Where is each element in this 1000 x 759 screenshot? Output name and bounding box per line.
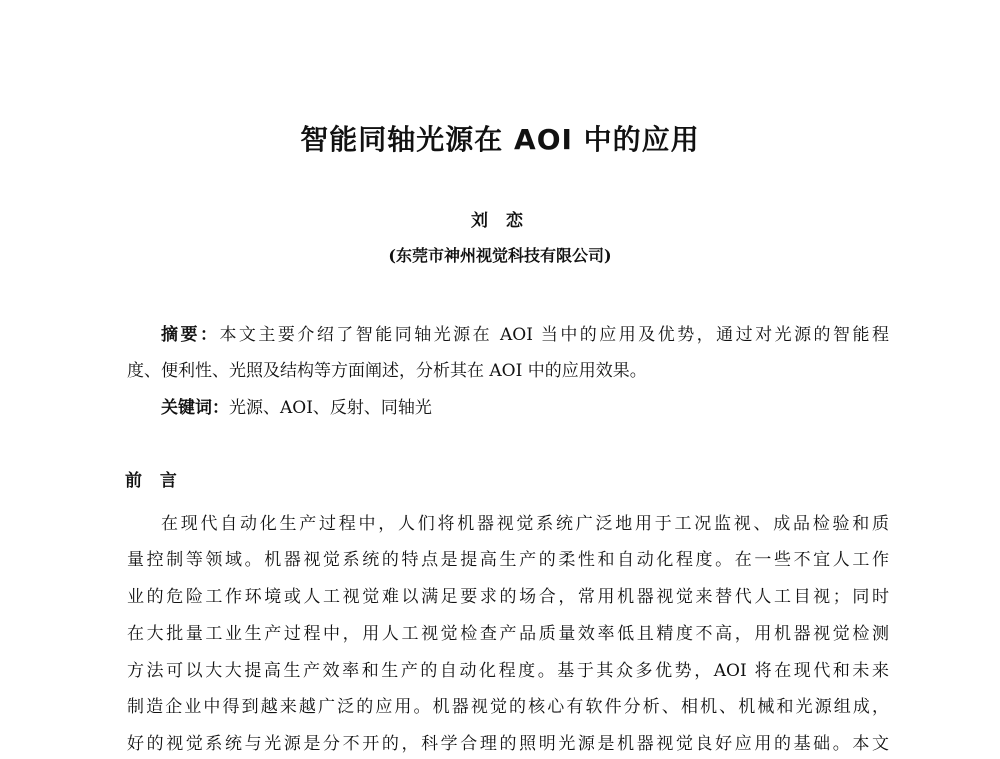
- author-name: 刘 恋: [471, 211, 529, 231]
- keywords-text: 光源、AOI、反射、同轴光: [229, 398, 432, 418]
- author-affiliation: (东莞市神州视觉科技有限公司): [388, 246, 612, 265]
- body-line-1: 在现代自动化生产过程中，人们将机器视觉系统广泛地用于工况监视、成品检验和质: [161, 514, 889, 534]
- keywords-label: 关键词：: [161, 398, 229, 418]
- body-line-7: 好的视觉系统与光源是分不开的，科学合理的照明光源是机器视觉良好应用的基础。本文: [127, 734, 889, 754]
- abstract-label: 摘要：: [161, 325, 220, 345]
- abstract-line-1: [161, 320, 889, 345]
- body-line-6: 制造企业中得到越来越广泛的应用。机器视觉的核心有软件分析、相机、机械和光源组成，: [127, 697, 889, 717]
- abstract-line-2: 度、便利性、光照及结构等方面阐述，分析其在 AOI 中的应用效果。: [127, 361, 647, 381]
- paper-title: 智能同轴光源在 AOI 中的应用: [300, 123, 700, 156]
- keywords-line: [161, 393, 889, 418]
- body-line-2: 量控制等领域。机器视觉系统的特点是提高生产的柔性和自动化程度。在一些不宜人工作: [127, 550, 889, 570]
- body-line-5: 方法可以大大提高生产效率和生产的自动化程度。基于其众多优势，AOI 将在现代和未来: [127, 661, 889, 681]
- body-line-3: 业的危险工作环境或人工视觉难以满足要求的场合，常用机器视觉来替代人工目视；同时: [127, 587, 889, 607]
- body-line-4: 在大批量工业生产过程中，用人工视觉检查产品质量效率低且精度不高，用机器视觉检测: [127, 624, 889, 644]
- section-heading: 前 言: [125, 471, 183, 491]
- abstract-text: 本文主要介绍了智能同轴光源在 AOI 当中的应用及优势，通过对光源的智能程: [219, 325, 889, 345]
